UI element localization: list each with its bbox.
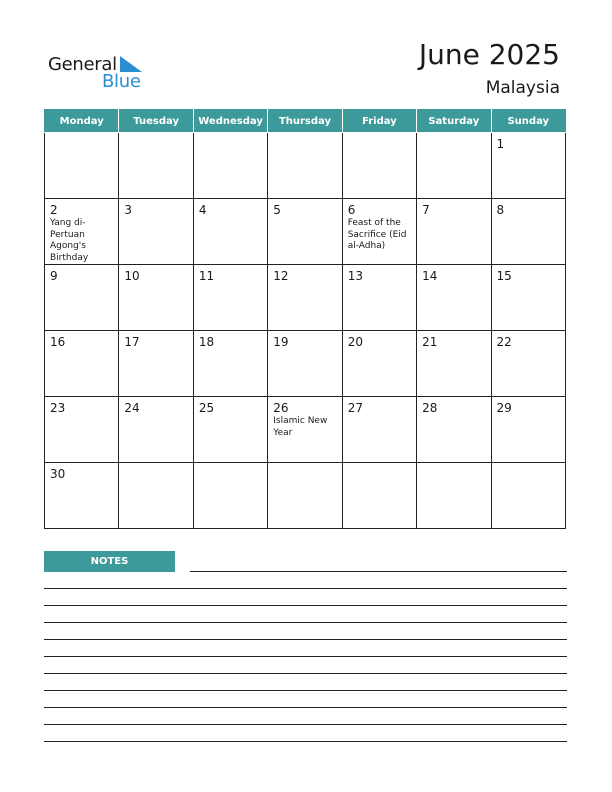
- calendar-grid: [44, 109, 566, 529]
- notes-line: [44, 656, 567, 657]
- calendar-day-cell: [491, 463, 565, 529]
- notes-line: [44, 707, 567, 708]
- day-number: 6: [347, 203, 356, 217]
- day-number: 22: [496, 335, 512, 349]
- calendar-day-cell: [491, 397, 565, 463]
- calendar-day-cell: [193, 331, 267, 397]
- calendar-day-cell: [491, 199, 565, 265]
- day-number: 30: [50, 467, 66, 481]
- calendar-day-cell: [342, 199, 416, 265]
- calendar-day-cell: [119, 331, 193, 397]
- notes-line: [44, 741, 567, 742]
- calendar-day-cell: [342, 133, 416, 199]
- day-number: 15: [496, 269, 512, 283]
- notes-label: NOTES: [44, 551, 175, 572]
- notes-line: [44, 622, 567, 623]
- calendar-day-cell: [119, 463, 193, 529]
- generalblue-logo: [48, 54, 148, 94]
- day-number: 26: [273, 401, 289, 415]
- day-number: 18: [198, 335, 215, 349]
- holiday-label: Feast of the Sacrifice (Eid al-Adha): [347, 218, 407, 251]
- day-number: 28: [422, 401, 438, 415]
- holiday-label: Yang di-Pertuan Agong's Birthday: [50, 218, 89, 263]
- calendar-day-cell: [193, 265, 267, 331]
- calendar-day-cell: [417, 133, 491, 199]
- calendar-week-row: [45, 331, 566, 397]
- calendar-day-cell: [119, 133, 193, 199]
- calendar-week-row: [45, 265, 566, 331]
- calendar-day-cell: [417, 463, 491, 529]
- calendar-day-cell: [119, 265, 193, 331]
- weekday-header: Sunday: [491, 110, 565, 133]
- weekday-header: Thursday: [268, 110, 342, 133]
- calendar-week-row: [45, 133, 566, 199]
- weekday-header: Tuesday: [119, 110, 193, 133]
- calendar-day-cell: [268, 133, 342, 199]
- calendar-day-cell: [193, 199, 267, 265]
- calendar-day-cell: [193, 133, 267, 199]
- calendar-day-cell: [342, 331, 416, 397]
- day-number: 29: [496, 401, 512, 415]
- calendar-week-row: [45, 463, 566, 529]
- weekday-header: Friday: [342, 110, 416, 133]
- day-number: 11: [198, 269, 215, 283]
- notes-line: [44, 588, 567, 589]
- notes-line: [44, 673, 567, 674]
- calendar-day-cell: [45, 133, 119, 199]
- calendar-day-cell: [268, 331, 342, 397]
- day-number: 16: [50, 335, 66, 349]
- calendar-day-cell: [268, 199, 342, 265]
- day-number: 23: [50, 401, 66, 415]
- calendar-day-cell: [45, 265, 119, 331]
- calendar-day-cell: [45, 397, 119, 463]
- calendar-day-cell: [45, 199, 119, 265]
- day-number: 25: [198, 401, 215, 415]
- calendar-day-cell: [45, 463, 119, 529]
- calendar-week-row: [45, 199, 566, 265]
- calendar-day-cell: [45, 331, 119, 397]
- day-number: 1: [496, 137, 505, 151]
- calendar-day-cell: [417, 331, 491, 397]
- country-subtitle: Malaysia: [485, 78, 560, 98]
- calendar-day-cell: [491, 331, 565, 397]
- notes-line: [44, 605, 567, 606]
- calendar-day-cell: [491, 265, 565, 331]
- calendar-day-cell: [268, 463, 342, 529]
- calendar-day-cell: [268, 265, 342, 331]
- day-number: 7: [422, 203, 430, 217]
- notes-line: [44, 639, 567, 640]
- calendar-title: June 2025: [418, 38, 560, 71]
- calendar-day-cell: [119, 397, 193, 463]
- day-number: 20: [347, 335, 363, 349]
- day-number: 21: [422, 335, 438, 349]
- day-number: 12: [273, 269, 289, 283]
- calendar-day-cell: [417, 265, 491, 331]
- weekday-header: Monday: [45, 110, 119, 133]
- calendar-week-row: [45, 397, 566, 463]
- calendar-day-cell: [491, 133, 565, 199]
- day-number: 17: [124, 335, 140, 349]
- calendar-day-cell: [342, 265, 416, 331]
- day-number: 13: [347, 269, 363, 283]
- day-number: 19: [273, 335, 289, 349]
- day-number: 10: [124, 269, 140, 283]
- calendar-day-cell: [417, 199, 491, 265]
- day-number: 2: [50, 203, 58, 217]
- day-number: 3: [124, 203, 133, 217]
- calendar-day-cell: [268, 397, 342, 463]
- day-number: 8: [496, 203, 505, 217]
- calendar-day-cell: [342, 397, 416, 463]
- calendar-day-cell: [417, 397, 491, 463]
- weekday-header: Saturday: [417, 110, 491, 133]
- logo-text-blue: Blue: [102, 71, 141, 92]
- calendar-day-cell: [193, 397, 267, 463]
- calendar-day-cell: [119, 199, 193, 265]
- day-number: 24: [124, 401, 140, 415]
- weekday-header: Wednesday: [193, 110, 267, 133]
- calendar-day-cell: [342, 463, 416, 529]
- holiday-label: Islamic New Year: [273, 416, 328, 438]
- notes-line: [190, 571, 567, 572]
- notes-line: [44, 724, 567, 725]
- calendar-body: [45, 133, 566, 529]
- weekday-header-row: [45, 110, 566, 133]
- day-number: 9: [50, 269, 58, 283]
- day-number: 27: [347, 401, 363, 415]
- day-number: 5: [273, 203, 281, 217]
- calendar-day-cell: [193, 463, 267, 529]
- logo-text-general: General: [48, 54, 117, 75]
- notes-line: [44, 690, 567, 691]
- logo-triangle-icon: [120, 56, 142, 72]
- day-number: 4: [198, 203, 207, 217]
- day-number: 14: [422, 269, 438, 283]
